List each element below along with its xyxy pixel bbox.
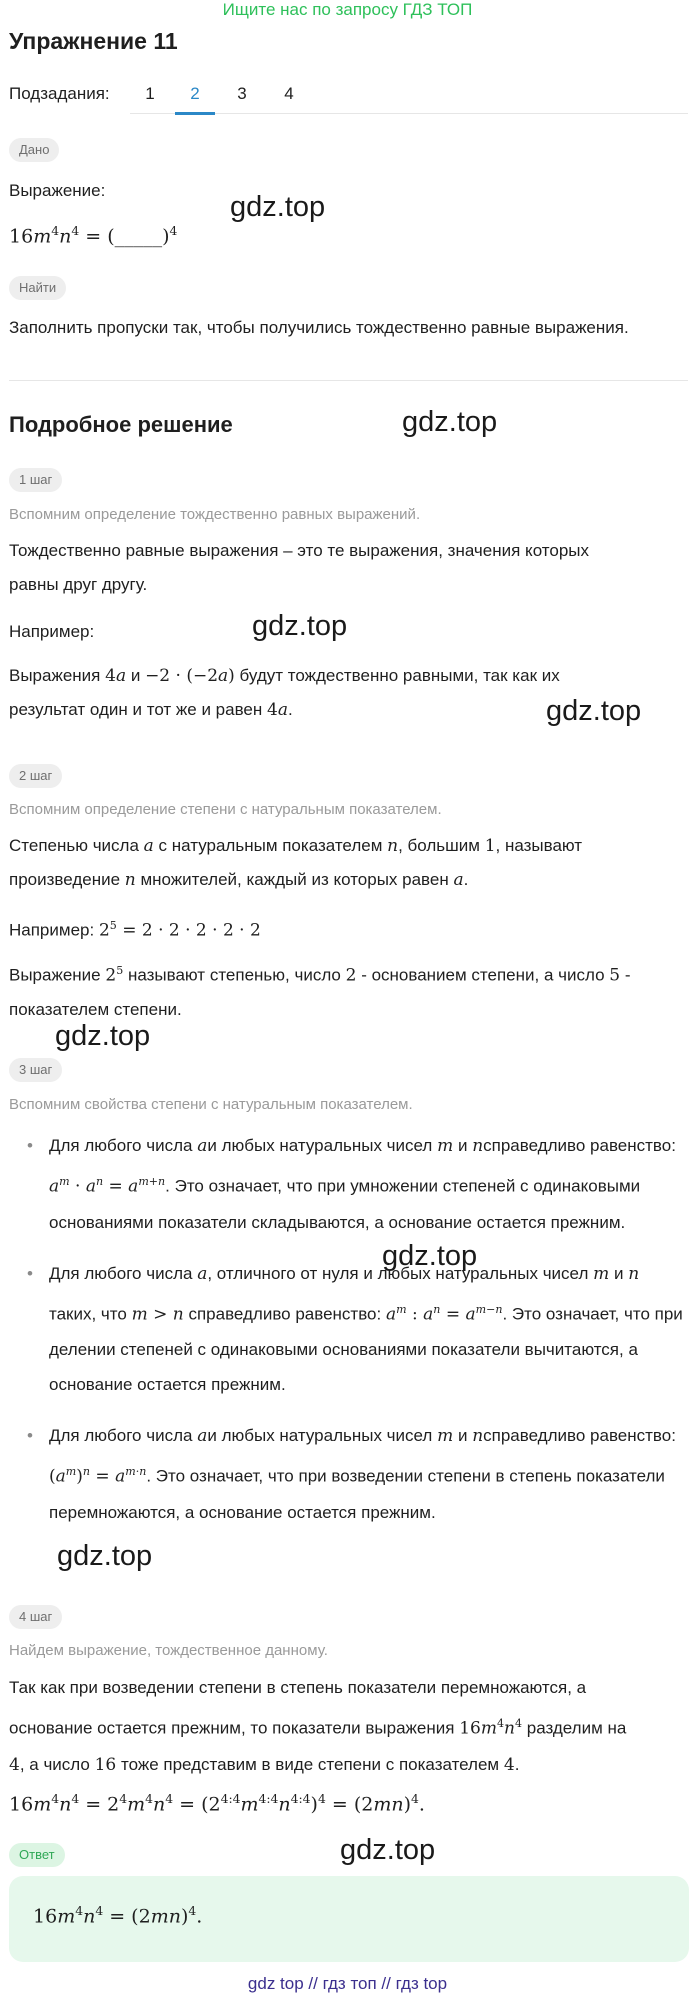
step4-computation: $16m^4n^4 = 2^4m^4n^4 = (2^{4:4}m^{4:4}n^{4:4})^4 = (2mn)^4$. (9, 1792, 425, 1816)
step3-badge: 3 шаг (9, 1058, 62, 1082)
tab-4[interactable]: 4 (284, 84, 294, 103)
subtasks-label: Подзадания: (9, 84, 110, 103)
find-badge: Найти (9, 276, 66, 300)
property-power: • Для любого числа aи любых натуральных чисел m и nсправедливо равенство: $(a^m)^n = a^{m\cdot n}$. Это означает, что при возведении степени в степень показатели перемножаются, а основание остается прежним. (9, 1418, 689, 1530)
watermark: gdz.top (57, 1540, 153, 1572)
properties-list (9, 1128, 689, 1546)
answer-badge: Ответ (9, 1843, 65, 1867)
tab-3[interactable]: 3 (237, 84, 247, 103)
step2-definition: Степенью числа a с натуральным показателем n, большим 1, называют произведение n множителей, каждый из которых равен a. (9, 836, 583, 890)
section-divider (9, 380, 688, 381)
step2-example: Например: $2^5 = 2 \cdot 2 \cdot 2 \cdot 2 \cdot 2$ (9, 919, 261, 941)
step1-example-label: Например: (9, 622, 95, 641)
step3-hint: Вспомним свойства степени с натуральным показателем. (9, 1096, 413, 1113)
watermark: gdz.top (230, 191, 326, 223)
given-badge: Дано (9, 138, 59, 162)
step4-badge: 4 шаг (9, 1605, 62, 1629)
tab-active-indicator (175, 112, 215, 115)
step1-example: Выражения 4a и −2 · (−2a) будут тождественно равными, так как их результат один и тот же и равен 4a. (9, 666, 560, 720)
step2-explanation: Выражение $2^5$ называют степенью, число 2 - основанием степени, а число 5 - показателем степени. (9, 964, 631, 1019)
tab-2[interactable]: 2 (190, 84, 200, 103)
watermark: gdz.top (252, 610, 348, 642)
step2-badge: 2 шаг (9, 764, 62, 788)
answer-box (9, 1876, 689, 1962)
watermark: gdz.top (546, 695, 642, 727)
watermark: gdz.top (55, 1020, 151, 1052)
given-label: Выражение: (9, 181, 106, 200)
solution-title: Подробное решение (9, 412, 233, 437)
property-multiply: • Для любого числа aи любых натуральных чисел m и nсправедливо равенство: $a^m \cdot a^n = a^{m+n}$. Это означает, что при умножении степеней с одинаковыми основаниями показатели складываются, а основание остается прежним. (9, 1128, 689, 1240)
step1-hint: Вспомним определение тождественно равных выражений. (9, 506, 421, 523)
watermark: gdz.top (340, 1834, 436, 1866)
step2-hint: Вспомним определение степени с натуральным показателем. (9, 801, 442, 818)
property-divide: • Для любого числа a, отличного от нуля и любых натуральных чисел m и n таких, что m > n справедливо равенство: $a^m$ : $a^n = a^{m-n}$. Это означает, что при делении степеней с одинаковыми основаниями показатели вычитаются, а основание остается прежним. (9, 1256, 689, 1403)
promo-link[interactable]: Ищите нас по запросу ГДЗ ТОП (222, 0, 473, 19)
footer-links[interactable]: gdz top // гдз топ // гдз top (247, 1974, 448, 1993)
watermark: gdz.top (402, 406, 498, 438)
step1-text: Тождественно равные выражения – это те выражения, значения которых равны друг другу. (9, 541, 589, 594)
step4-text: Так как при возведении степени в степень показатели перемножаются, а основание остается прежним, то показатели выражения $16m^4n^4$ разделим на 4, а число 16 тоже представим в виде степени с показателем 4. (9, 1678, 627, 1775)
step1-badge: 1 шаг (9, 468, 62, 492)
answer-expression: $16m^4n^4 = (2mn)^4$. (33, 1904, 203, 1928)
watermark: gdz.top (382, 1240, 478, 1272)
page-title: Упражнение 11 (9, 28, 178, 54)
step4-hint: Найдем выражение, тождественное данному. (9, 1642, 328, 1659)
given-expression: $16m^4n^4$ = (_____)$^4$ (9, 224, 178, 248)
tab-1[interactable]: 1 (145, 84, 155, 103)
find-text: Заполнить пропуски так, чтобы получились тождественно равные выражения. (9, 318, 629, 337)
